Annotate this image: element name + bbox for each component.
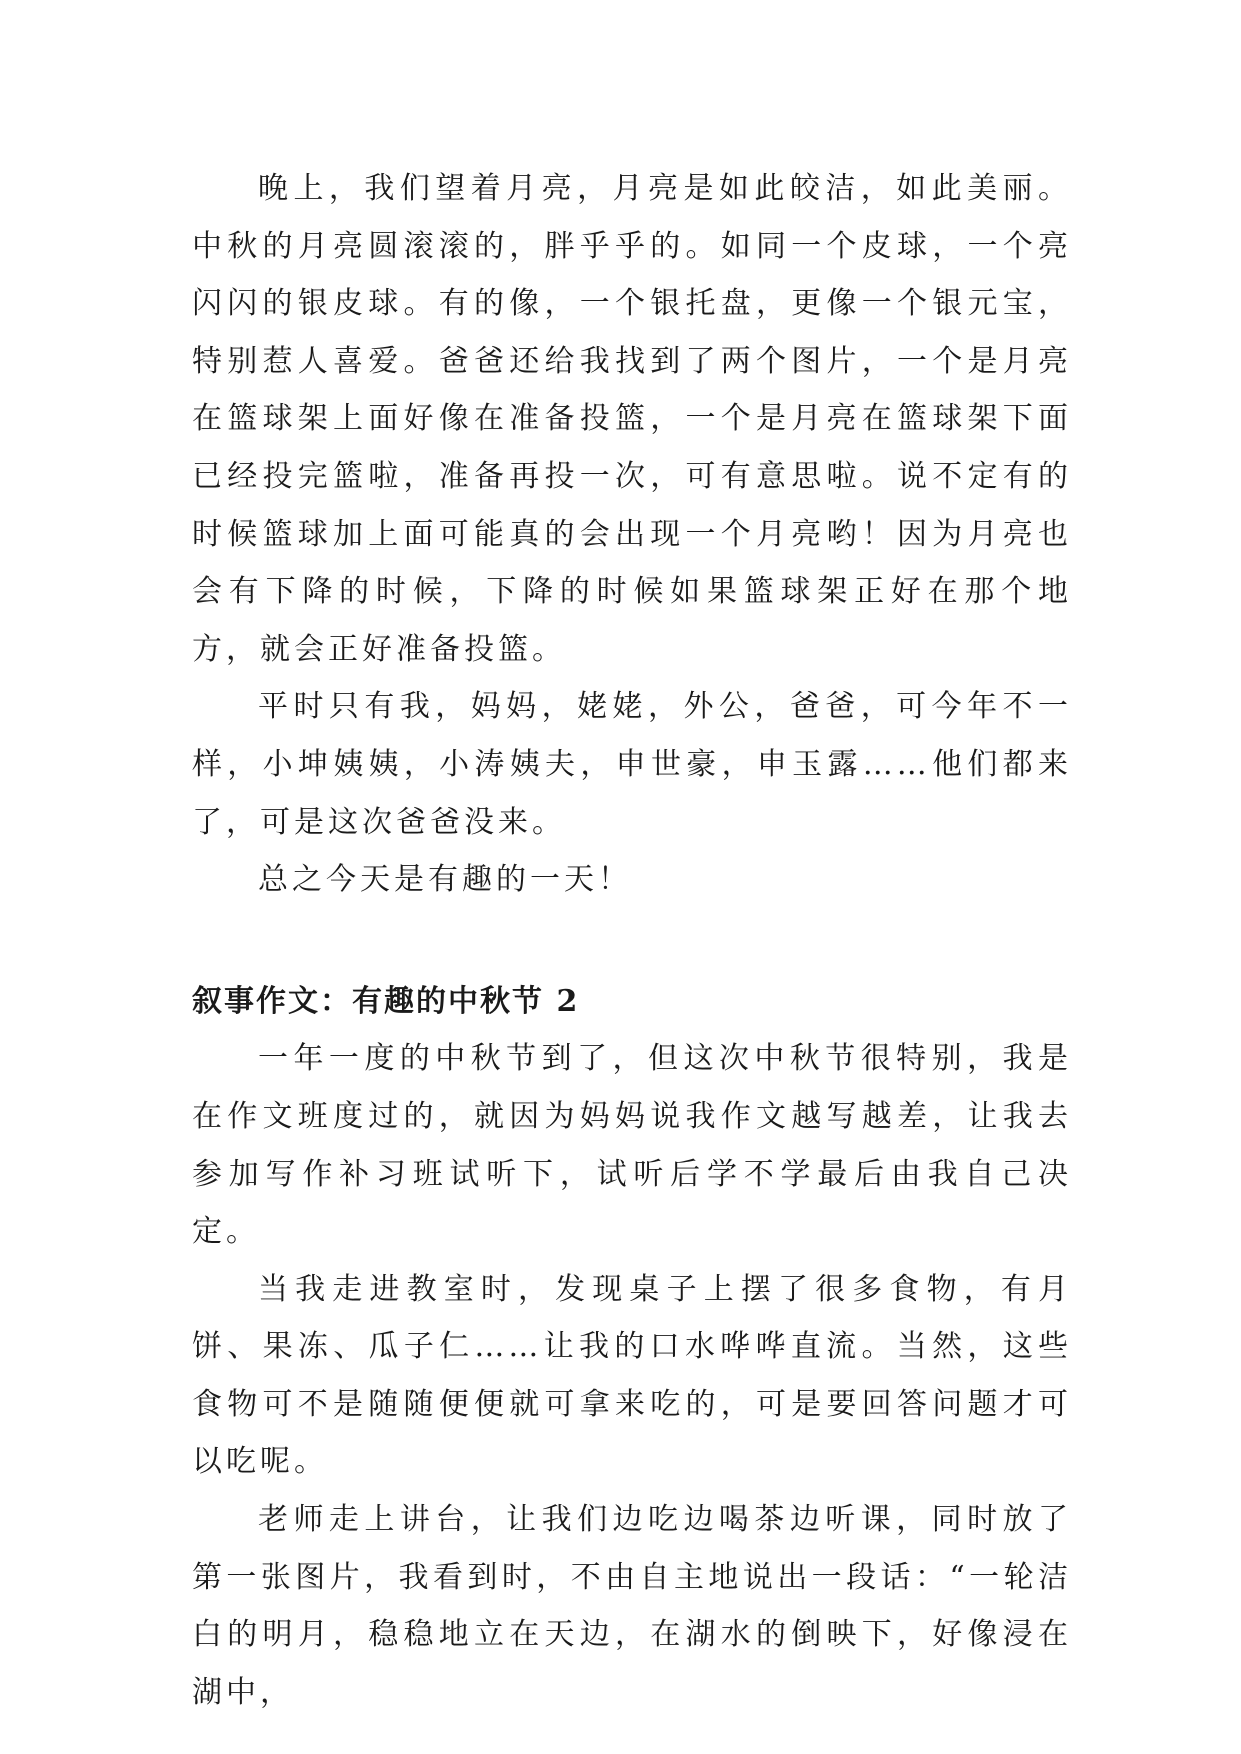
paragraph-conclusion: 总之今天是有趣的一天！	[258, 862, 632, 898]
paragraph-classroom-food: 当我走进教室时，发现桌子上摆了很多食物，有月饼、果冻、瓜子仁……让我的口水哗哗直流。当然，这些食物可不是随随便便就可拿来吃的，可是要回答问题才可以吃呢。	[192, 1271, 1072, 1480]
paragraph-teacher-picture: 老师走上讲台，让我们边吃边喝茶边听课，同时放了第一张图片，我看到时，不由自主地说出一段话：“一轮洁白的明月，稳稳地立在天边，在湖水的倒映下，好像浸在湖中，	[192, 1502, 1072, 1710]
paragraph-moon-description: 晚上，我们望着月亮，月亮是如此皎洁，如此美丽。中秋的月亮圆滚滚的，胖乎乎的。如同一个皮球，一个亮闪闪的银皮球。有的像，一个银托盘，更像一个银元宝，特别惹人喜爱。爸爸还给我找到了两个图片，一个是月亮在篮球架上面好像在准备投篮，一个是月亮在篮球架下面已经投完篮啦，准备再投一次，可有意思啦。说不定有的时候篮球加上面可能真的会出现一个月亮哟！因为月亮也会有下降的时候，下降的时候如果篮球架正好在那个地方，就会正好准备投篮。	[192, 171, 1072, 667]
document-page	[192, 160, 1072, 1721]
essay-heading: 叙事作文：有趣的中秋节 2	[192, 983, 580, 1019]
paragraph-family-members: 平时只有我，妈妈，姥姥，外公，爸爸，可今年不一样，小坤姨姨，小涛姨夫，申世豪，申玉露……他们都来了，可是这次爸爸没来。	[192, 689, 1072, 840]
paragraph-writing-class: 一年一度的中秋节到了，但这次中秋节很特别，我是在作文班度过的，就因为妈妈说我作文越写越差，让我去参加写作补习班试听下，试听后学不学最后由我自己决定。	[192, 1041, 1072, 1250]
